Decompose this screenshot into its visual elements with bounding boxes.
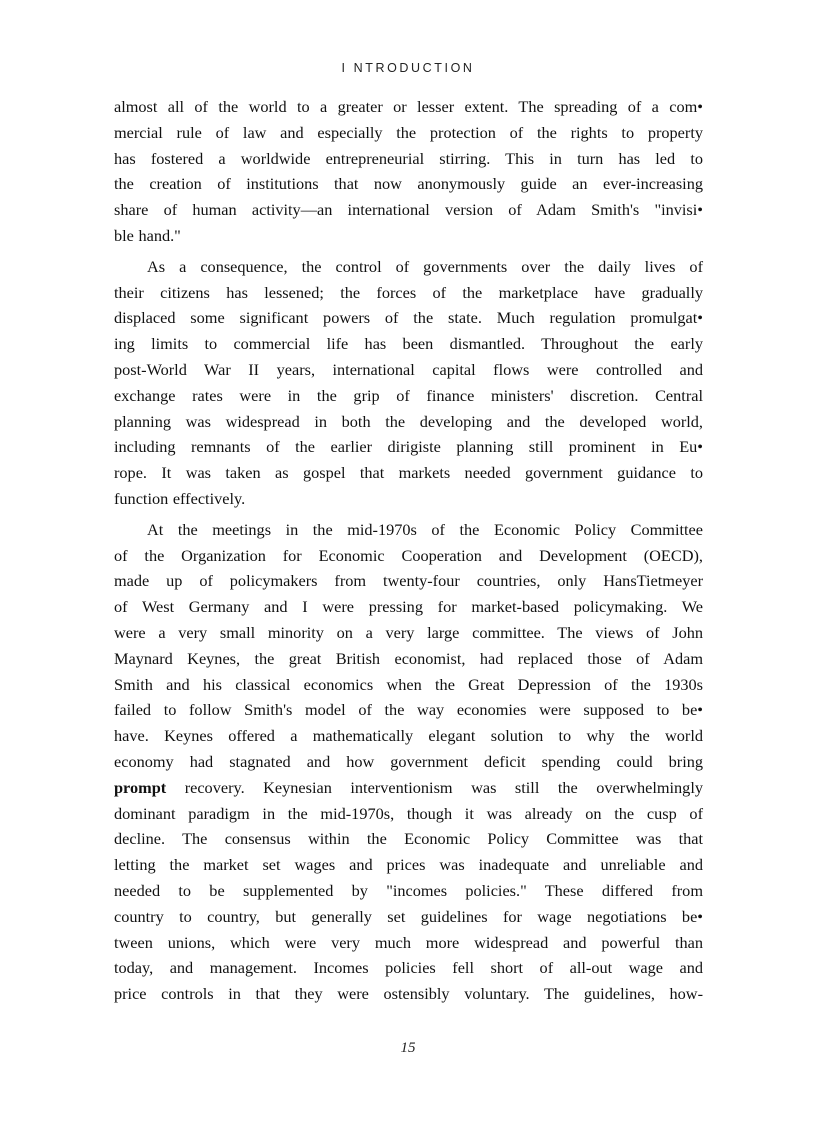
text-line: have. Keynes offered a mathematically elegant solution to why the world	[114, 726, 703, 746]
text-line: Smith and his classical economics when the Great Depression of the 1930s	[114, 674, 703, 694]
text-line: function effectively.	[114, 488, 246, 508]
text-line: dominant paradigm in the mid-1970s, though it was already on the cusp of	[114, 803, 703, 823]
text-line: post-World War II years, international capital flows were controlled and	[114, 359, 703, 379]
text-line: country to country, but generally set guidelines for wage negotiations be•	[114, 906, 703, 926]
text-line: including remnants of the earlier dirigiste planning still prominent in Eu•	[114, 437, 703, 457]
text-line: share of human activity—an international version of Adam Smith's "invisi•	[114, 200, 703, 220]
text-line: decline. The consensus within the Economic Policy Committee was that	[114, 829, 703, 849]
text-line: the creation of institutions that now anonymously guide an ever-increasing	[114, 174, 703, 194]
text-line: of West Germany and I were pressing for market-based policymaking. We	[114, 597, 703, 617]
text-line: of the Organization for Economic Cooperation and Development (OECD),	[114, 545, 703, 565]
text-line: ble hand."	[114, 225, 181, 245]
text-line-rest: recovery. Keynesian interventionism was still the overwhelmingly	[184, 777, 703, 797]
text-line: their citizens has lessened; the forces of the marketplace have gradually	[114, 282, 703, 302]
page-number: 15	[400, 1040, 416, 1056]
text-line: has fostered a worldwide entrepreneurial stirring. This in turn has led to	[114, 148, 703, 168]
text-line: displaced some significant powers of the state. Much regulation promulgat•	[114, 308, 703, 328]
text-line: mercial rule of law and especially the protection of the rights to property	[114, 122, 703, 142]
text-line: planning was widespread in both the developing and the developed world,	[114, 411, 703, 431]
text-line: Maynard Keynes, the great British economist, had replaced those of Adam	[114, 648, 703, 668]
text-line: rope. It was taken as gospel that markets needed government guidance to	[114, 463, 703, 483]
text-line: made up of policymakers from twenty-four countries, only HansTietmeyer	[114, 571, 703, 591]
paragraph-1	[114, 94, 703, 249]
bold-word: prompt	[114, 777, 167, 797]
text-line: exchange rates were in the grip of finance ministers' discretion. Central	[114, 385, 703, 405]
text-line: today, and management. Incomes policies fell short of all-out wage and	[114, 958, 703, 978]
text-line: letting the market set wages and prices was inadequate and unreliable and	[114, 855, 703, 875]
text-line: needed to be supplemented by "incomes policies." These differed from	[114, 880, 703, 900]
text-line: tween unions, which were very much more widespread and powerful than	[114, 932, 703, 952]
text-line: price controls in that they were ostensibly voluntary. The guidelines, how-	[114, 984, 703, 1004]
text-line: ing limits to commercial life has been dismantled. Throughout the early	[114, 334, 703, 354]
paragraph-3	[114, 517, 703, 1007]
text-line: failed to follow Smith's model of the way economies were supposed to be•	[114, 700, 703, 720]
text-line: At the meetings in the mid-1970s of the Economic Policy Committee	[147, 519, 703, 539]
text-line: As a consequence, the control of governments over the daily lives of	[147, 256, 703, 276]
text-line: were a very small minority on a very large committee. The views of John	[114, 622, 703, 642]
text-line: almost all of the world to a greater or lesser extent. The spreading of a com•	[114, 97, 703, 116]
paragraph-2	[114, 254, 703, 512]
text-line-with-bold	[114, 775, 703, 801]
text-line: economy had stagnated and how government deficit spending could bring	[114, 751, 703, 771]
body-text	[114, 94, 703, 1012]
running-head: I NTRODUCTION	[341, 61, 475, 75]
